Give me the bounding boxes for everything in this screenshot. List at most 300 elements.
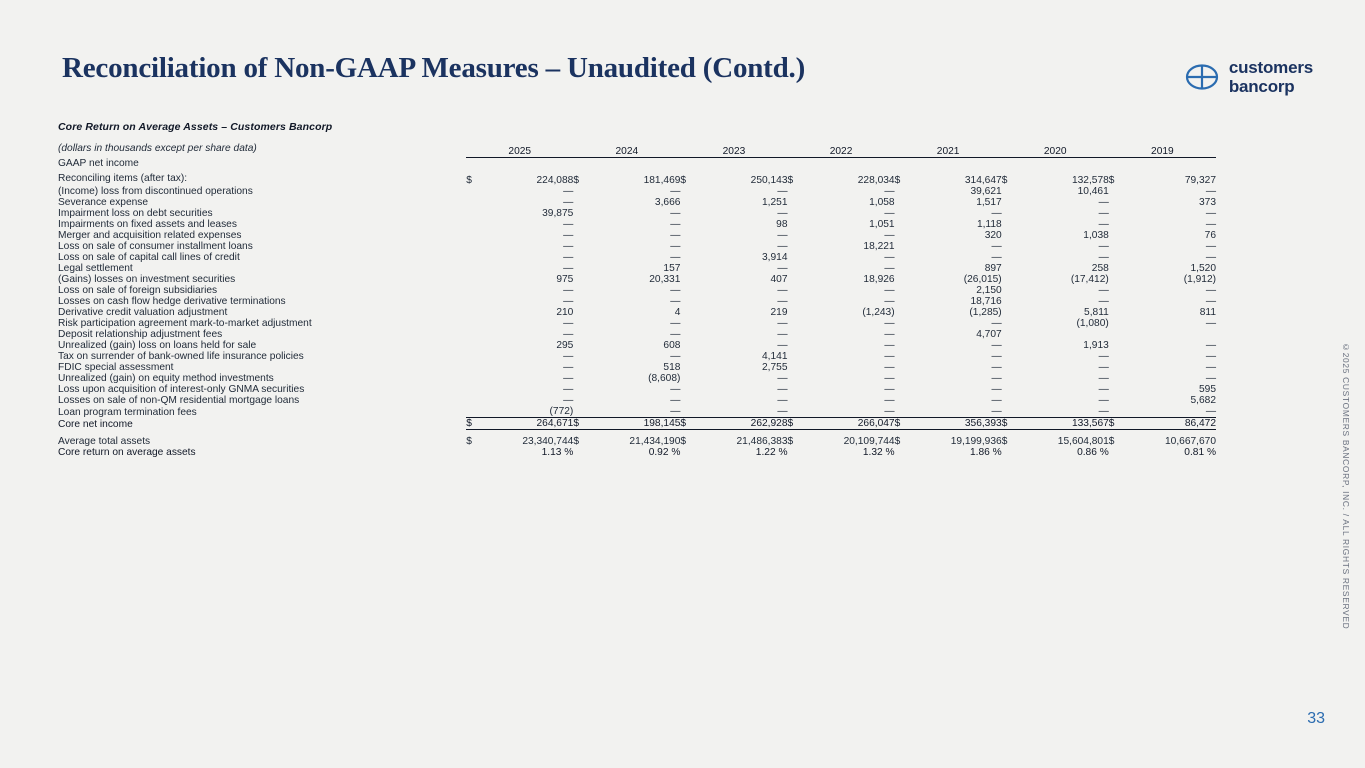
currency-symbol-2023	[680, 197, 702, 208]
currency-symbol-2020	[1002, 395, 1024, 406]
value-2024: 0.92 %	[648, 447, 681, 458]
currency-symbol-2024	[573, 197, 595, 208]
value-2023: 262,928	[703, 418, 788, 430]
currency-symbol-2025	[466, 230, 488, 241]
currency-symbol-2022	[788, 447, 810, 458]
currency-symbol-2020	[1002, 362, 1024, 373]
currency-symbol-2021	[895, 406, 917, 418]
value-2023: —	[777, 285, 788, 296]
value-2022: —	[884, 340, 895, 351]
value-2024: —	[670, 219, 681, 230]
currency-symbol-2021	[895, 351, 917, 362]
value-2019: 595	[1199, 384, 1216, 395]
customers-bancorp-mark-icon	[1185, 60, 1219, 94]
currency-symbol-2021	[895, 241, 917, 252]
currency-symbol-2022	[788, 296, 810, 307]
logo-line-2: bancorp	[1228, 77, 1295, 96]
currency-symbol-2021	[895, 230, 917, 241]
currency-symbol-2023	[680, 362, 702, 373]
table-header-row	[58, 143, 1216, 157]
value-2025: —	[563, 186, 574, 197]
value-2021: —	[991, 362, 1002, 373]
row-label	[58, 219, 466, 230]
currency-symbol-2023	[680, 263, 702, 274]
value-2021: 4,707	[976, 329, 1002, 340]
currency-symbol-2025	[466, 263, 488, 274]
row-label-text: Loss on sale of foreign subsidiaries	[58, 285, 218, 296]
value-2022: —	[884, 395, 895, 406]
currency-symbol-2025	[466, 285, 488, 296]
currency-symbol-2023	[680, 340, 702, 351]
currency-symbol-2021	[895, 186, 917, 197]
currency-symbol-2019: $	[1108, 436, 1115, 447]
table-row	[58, 263, 1216, 274]
core-net-income-row	[58, 418, 1216, 430]
currency-symbol-2025	[466, 406, 488, 418]
value-2019: (1,912)	[1183, 274, 1216, 285]
row-label	[58, 384, 466, 395]
currency-symbol-2019	[1109, 406, 1131, 418]
currency-symbol-2023	[680, 373, 702, 384]
currency-symbol-2022	[788, 384, 810, 395]
value-2019: 0.81 %	[1184, 447, 1216, 458]
value-2022: —	[884, 252, 895, 263]
value-2025: —	[563, 241, 574, 252]
value-2024: —	[670, 241, 681, 252]
row-label	[58, 418, 466, 430]
currency-symbol-2021	[895, 197, 917, 208]
table-row	[58, 197, 1216, 208]
value-2020: —	[1098, 197, 1109, 208]
value-2025: —	[563, 384, 574, 395]
currency-symbol-2019	[1109, 285, 1131, 296]
value-2024: —	[670, 230, 681, 241]
currency-symbol-2024	[573, 318, 595, 329]
value-2022: —	[884, 384, 895, 395]
row-label-text: Tax on surrender of bank-owned life insurance policies	[58, 351, 304, 362]
currency-symbol-2025: $	[466, 175, 472, 186]
table-row	[58, 230, 1216, 241]
year-header-2023: 2023	[680, 143, 787, 157]
currency-symbol-2019	[1109, 208, 1131, 219]
value-2023: 219	[770, 307, 788, 318]
currency-symbol-2024: $	[573, 436, 579, 447]
currency-symbol-2021	[895, 447, 917, 458]
currency-symbol-2022	[788, 362, 810, 373]
currency-symbol-2019: $	[1109, 418, 1131, 430]
currency-symbol-2020	[1002, 241, 1024, 252]
row-label	[58, 307, 466, 318]
value-2024: —	[670, 318, 681, 329]
currency-symbol-2020	[1002, 447, 1024, 458]
value-2025: 264,671	[488, 418, 573, 430]
value-2020: —	[1098, 362, 1109, 373]
value-2023: 3,914	[762, 252, 788, 263]
value-2022: 1,051	[869, 219, 895, 230]
value-2022: 266,047	[810, 418, 895, 430]
row-label	[58, 406, 466, 418]
currency-symbol-2019	[1109, 447, 1131, 458]
value-2021: 39,621	[970, 186, 1002, 197]
currency-symbol-2020	[1002, 329, 1024, 340]
currency-symbol-2023	[680, 395, 702, 406]
value-2019: —	[1205, 285, 1216, 296]
value-2023: 250,143	[750, 175, 788, 186]
value-2022: —	[884, 351, 895, 362]
value-2025: —	[563, 197, 574, 208]
row-label-text: Loan program termination fees	[58, 406, 197, 418]
currency-symbol-2024	[573, 208, 595, 219]
value-2021: 897	[984, 263, 1002, 274]
currency-symbol-2020	[1002, 406, 1024, 418]
currency-symbol-2020	[1002, 230, 1024, 241]
value-2023: —	[777, 241, 788, 252]
currency-symbol-2021	[895, 340, 917, 351]
value-2024: 608	[663, 340, 681, 351]
currency-symbol-2021: $	[895, 418, 917, 430]
year-header-2020: 2020	[1002, 143, 1109, 157]
value-2024: 4	[674, 307, 681, 318]
currency-symbol-2023	[680, 351, 702, 362]
row-label	[58, 436, 466, 447]
currency-symbol-2019	[1109, 186, 1131, 197]
value-2021: 320	[984, 230, 1002, 241]
currency-symbol-2024	[573, 252, 595, 263]
value-2019: —	[1205, 340, 1216, 351]
row-label	[58, 340, 466, 351]
table-row	[58, 406, 1216, 418]
row-label	[58, 362, 466, 373]
value-2024: 198,145	[596, 418, 681, 430]
value-2022: —	[884, 373, 895, 384]
currency-symbol-2022: $	[787, 436, 794, 447]
row-label	[58, 186, 466, 197]
currency-symbol-2025	[466, 219, 488, 230]
value-2022: —	[884, 263, 895, 274]
section-subtitle: Core Return on Average Assets – Customers Bancorp	[58, 121, 333, 133]
value-2019: —	[1131, 406, 1216, 418]
table-row	[58, 296, 1216, 307]
currency-symbol-2022	[788, 318, 810, 329]
value-2021: 356,393	[917, 418, 1002, 430]
value-2024: —	[670, 186, 681, 197]
currency-symbol-2023	[680, 296, 702, 307]
currency-symbol-2023	[680, 318, 702, 329]
value-2019: —	[1205, 241, 1216, 252]
row-label-text: Impairments on fixed assets and leases	[58, 219, 237, 230]
currency-symbol-2020	[1002, 274, 1024, 285]
value-2020: —	[1098, 241, 1109, 252]
value-2023: —	[777, 373, 788, 384]
value-2019: 1,520	[1190, 263, 1216, 274]
value-2021: 18,716	[970, 296, 1002, 307]
year-header-2019: 2019	[1109, 143, 1216, 157]
value-2025: —	[563, 362, 574, 373]
core-roaa-row	[58, 447, 1216, 458]
value-2021: —	[991, 318, 1002, 329]
currency-symbol-2025	[466, 307, 488, 318]
currency-symbol-2019	[1109, 263, 1131, 274]
value-2022: 18,221	[863, 241, 895, 252]
currency-symbol-2019	[1109, 395, 1131, 406]
currency-symbol-2024	[573, 406, 595, 418]
row-label-text: Loss on sale of capital call lines of credit	[58, 252, 240, 263]
currency-symbol-2021	[895, 318, 917, 329]
row-label-text: Impairment loss on debt securities	[58, 208, 213, 219]
row-label-text: Unrealized (gain) on equity method investments	[58, 373, 274, 384]
value-2019: 86,472	[1131, 418, 1216, 430]
value-2023: 1,251	[762, 197, 788, 208]
currency-symbol-2024	[573, 307, 595, 318]
currency-symbol-2023: $	[680, 175, 687, 186]
value-2019: —	[1205, 296, 1216, 307]
currency-symbol-2020	[1002, 263, 1024, 274]
value-2024: —	[596, 406, 681, 418]
value-2020: —	[1098, 285, 1109, 296]
row-label-subtext: Reconciling items (after tax):	[58, 173, 188, 184]
currency-symbol-2023	[680, 219, 702, 230]
currency-symbol-2020	[1002, 351, 1024, 362]
currency-symbol-2022	[788, 208, 810, 219]
currency-symbol-2020	[1002, 252, 1024, 263]
value-2025: —	[563, 285, 574, 296]
currency-symbol-2022: $	[788, 418, 810, 430]
year-header-2022: 2022	[788, 143, 895, 157]
value-2023: —	[703, 406, 788, 418]
currency-symbol-2022	[788, 252, 810, 263]
value-2019: 373	[1199, 197, 1216, 208]
value-2022: —	[884, 296, 895, 307]
table-body	[58, 143, 1216, 458]
currency-symbol-2022	[788, 329, 810, 340]
value-2025: —	[563, 351, 574, 362]
row-label	[58, 373, 466, 384]
value-2020: —	[1098, 351, 1109, 362]
currency-symbol-2020: $	[1001, 175, 1008, 186]
currency-symbol-2024	[573, 230, 595, 241]
value-2023: —	[777, 230, 788, 241]
page-number: 33	[1307, 710, 1325, 727]
value-2025: —	[563, 230, 574, 241]
currency-symbol-2024	[573, 241, 595, 252]
currency-symbol-2024	[573, 263, 595, 274]
value-2021: (1,285)	[969, 307, 1002, 318]
currency-symbol-2022	[788, 307, 810, 318]
currency-symbol-2022	[788, 373, 810, 384]
currency-symbol-2024: $	[573, 418, 595, 430]
currency-symbol-2025	[466, 373, 488, 384]
value-2021: 2,150	[976, 285, 1002, 296]
row-label	[58, 329, 466, 340]
currency-symbol-2024	[573, 340, 595, 351]
currency-symbol-2025: $	[466, 436, 472, 447]
average-total-assets-row	[58, 436, 1216, 447]
value-2023: —	[777, 318, 788, 329]
table-row	[58, 395, 1216, 406]
row-label-text: GAAP net income	[58, 158, 139, 169]
currency-symbol-2021	[895, 252, 917, 263]
row-label-text: Losses on cash flow hedge derivative terminations	[58, 296, 286, 307]
value-2022: —	[884, 230, 895, 241]
value-2025: 210	[556, 307, 574, 318]
currency-symbol-2025	[466, 186, 488, 197]
value-2021: —	[991, 340, 1002, 351]
row-label-text: Loss on sale of consumer installment loans	[58, 241, 253, 252]
row-label-text: Core return on average assets	[58, 447, 196, 458]
currency-symbol-2020	[1002, 318, 1024, 329]
reconciliation-table	[58, 143, 1216, 458]
value-2019: —	[1205, 219, 1216, 230]
value-2021: —	[991, 351, 1002, 362]
row-label-text: Severance expense	[58, 197, 149, 208]
row-label-text: Loss upon acquisition of interest-only GNMA securities	[58, 384, 305, 395]
value-2021: 314,647	[964, 175, 1002, 186]
row-label	[58, 263, 466, 274]
value-2020: —	[1098, 373, 1109, 384]
value-2021: 1,118	[976, 219, 1002, 230]
row-label-text: Legal settlement	[58, 263, 133, 274]
row-label	[58, 274, 466, 285]
value-2023: —	[777, 296, 788, 307]
value-2023: —	[777, 263, 788, 274]
page-title: Reconciliation of Non-GAAP Measures – Unaudited (Contd.)	[62, 52, 806, 84]
currency-symbol-2020: $	[1001, 436, 1008, 447]
value-2024: —	[670, 329, 681, 340]
currency-symbol-2025	[466, 329, 488, 340]
row-label	[58, 197, 466, 208]
table-row	[58, 252, 1216, 263]
value-2020: 258	[1091, 263, 1109, 274]
currency-symbol-2025	[466, 274, 488, 285]
row-label-text: Core net income	[58, 418, 133, 430]
currency-symbol-2020	[1002, 307, 1024, 318]
value-2023: —	[777, 340, 788, 351]
value-2020: —	[1098, 384, 1109, 395]
value-2024: 157	[663, 263, 681, 274]
currency-symbol-2023	[680, 186, 702, 197]
value-2020: (1,080)	[1076, 318, 1109, 329]
value-2020: 1,038	[1083, 230, 1109, 241]
currency-symbol-2019	[1109, 384, 1131, 395]
table-row	[58, 329, 1216, 340]
currency-symbol-2019	[1109, 318, 1131, 329]
table-row	[58, 351, 1216, 362]
value-2025: 295	[556, 340, 574, 351]
currency-symbol-2022	[788, 274, 810, 285]
value-2020: —	[1098, 252, 1109, 263]
currency-symbol-2019	[1109, 241, 1131, 252]
currency-symbol-2023	[680, 384, 702, 395]
copyright-notice: ©2025 CUSTOMERS BANCORP, INC. / ALL RIGHTS RESERVED	[1341, 342, 1351, 630]
value-2025: —	[563, 252, 574, 263]
currency-symbol-2021	[895, 362, 917, 373]
currency-symbol-2019: $	[1108, 175, 1115, 186]
row-label	[58, 208, 466, 219]
currency-symbol-2019	[1109, 373, 1131, 384]
currency-symbol-2025	[466, 318, 488, 329]
row-label-text: (Gains) losses on investment securities	[58, 274, 236, 285]
value-2021: —	[991, 241, 1002, 252]
value-2020: 0.86 %	[1077, 447, 1109, 458]
value-2020: —	[1024, 406, 1109, 418]
value-2024: 21,434,190	[629, 436, 681, 447]
currency-symbol-2025	[466, 447, 488, 458]
currency-symbol-2019	[1109, 340, 1131, 351]
value-2021: (26,015)	[963, 274, 1002, 285]
currency-symbol-2019	[1109, 219, 1131, 230]
value-2023: 1.22 %	[755, 447, 788, 458]
logo-line-1: customers	[1228, 58, 1313, 77]
currency-symbol-2019	[1109, 351, 1131, 362]
row-label	[58, 447, 466, 458]
currency-symbol-2022	[788, 230, 810, 241]
value-2020: 15,604,801	[1057, 436, 1109, 447]
value-2020: 132,578	[1071, 175, 1109, 186]
value-2019: —	[1205, 186, 1216, 197]
value-2020	[1024, 329, 1109, 340]
currency-symbol-2023: $	[680, 418, 702, 430]
value-2019: —	[1205, 252, 1216, 263]
currency-symbol-2020	[1002, 186, 1024, 197]
value-2024: —	[670, 395, 681, 406]
logo-wordmark	[1229, 58, 1313, 96]
value-2023: —	[777, 395, 788, 406]
currency-symbol-2023	[680, 307, 702, 318]
value-2021: 19,199,936	[950, 436, 1002, 447]
value-2023: —	[777, 186, 788, 197]
value-2022: —	[884, 186, 895, 197]
currency-symbol-2021: $	[894, 175, 901, 186]
table-row	[58, 318, 1216, 329]
row-label	[58, 351, 466, 362]
value-2021: —	[991, 208, 1002, 219]
currency-symbol-2022	[788, 186, 810, 197]
value-2023: —	[777, 329, 788, 340]
currency-symbol-2020	[1002, 373, 1024, 384]
table-row	[58, 208, 1216, 219]
table-row	[58, 157, 1216, 186]
value-2024: —	[670, 285, 681, 296]
currency-symbol-2024	[573, 362, 595, 373]
value-2022: —	[884, 285, 895, 296]
currency-symbol-2020	[1002, 296, 1024, 307]
value-2020: 1,913	[1083, 340, 1109, 351]
value-2019: —	[1205, 351, 1216, 362]
value-2024: —	[670, 384, 681, 395]
value-2024: 181,469	[643, 175, 681, 186]
value-2019: —	[1205, 208, 1216, 219]
currency-symbol-2023	[680, 208, 702, 219]
currency-symbol-2025	[466, 208, 488, 219]
row-label	[58, 285, 466, 296]
currency-symbol-2024	[573, 351, 595, 362]
value-2020: —	[1098, 219, 1109, 230]
value-2019: 5,682	[1190, 395, 1216, 406]
value-2019: —	[1205, 318, 1216, 329]
value-2020: —	[1098, 296, 1109, 307]
row-label-text: FDIC special assessment	[58, 362, 174, 373]
currency-symbol-2021	[895, 329, 917, 340]
year-header-2021: 2021	[895, 143, 1002, 157]
year-header-2024: 2024	[573, 143, 680, 157]
table-row	[58, 384, 1216, 395]
value-2023: 21,486,383	[736, 436, 788, 447]
currency-symbol-2023	[680, 241, 702, 252]
value-2025: 23,340,744	[522, 436, 574, 447]
currency-symbol-2023: $	[680, 436, 687, 447]
value-2022: 20,109,744	[843, 436, 895, 447]
currency-symbol-2023	[680, 274, 702, 285]
